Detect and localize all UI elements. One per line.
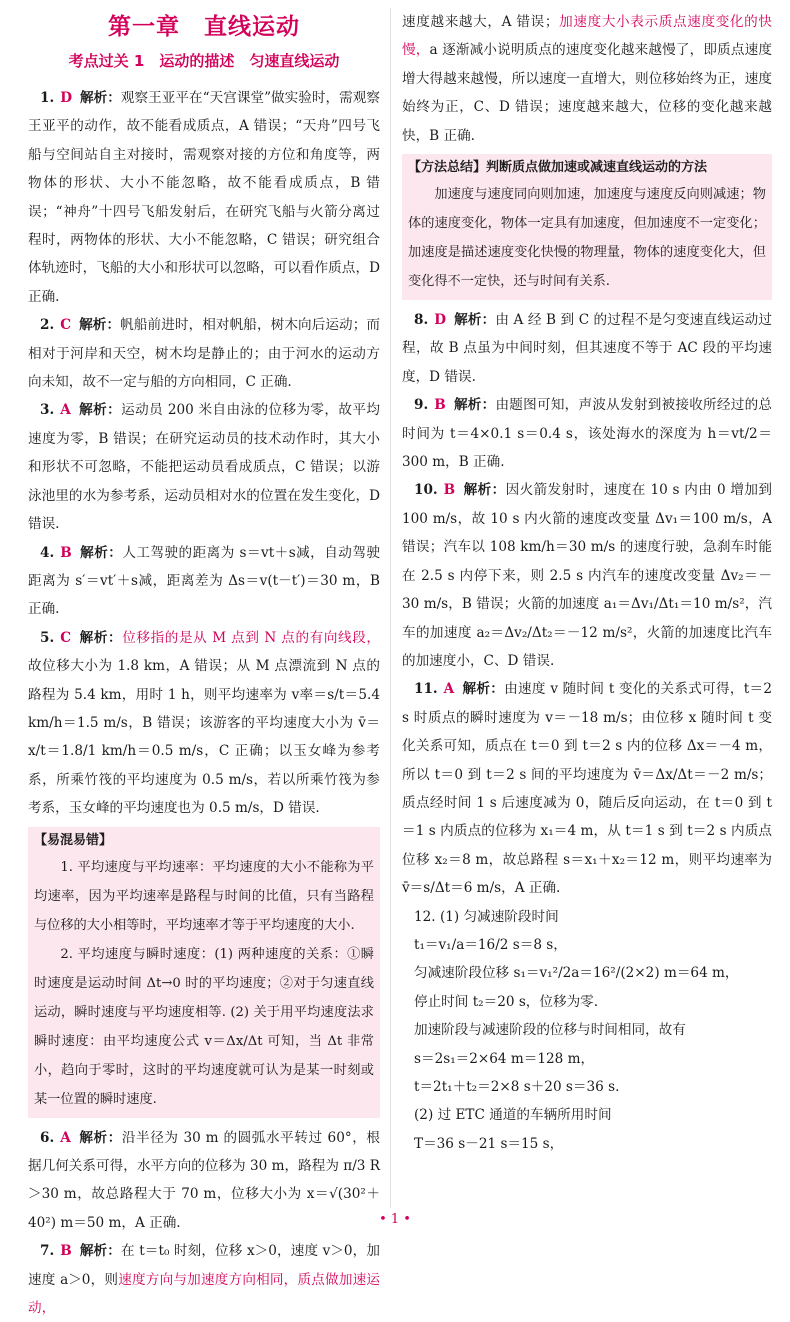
method-box-title: 【方法总结】判断质点做加速或减速直线运动的方法	[408, 160, 708, 176]
column-divider	[390, 8, 391, 1208]
q12-line-3: 匀减速阶段位移 s₁＝v₁²/2a＝16²/(2×2) m＝64 m，	[414, 965, 739, 982]
mistake-box-title: 【易混易错】	[34, 832, 113, 848]
answer-9: 9. B 解析：由题图可知，声波从发射到被接收所经过的总时间为 t＝4×0.1 s＝0.4 s，该处海水的深度为 h＝vt/2＝300 m，B 正确.	[402, 397, 773, 471]
answer-2: 2. C 解析：帆船前进时，相对帆船，树木向后运动；而相对于河岸和天空，树木均是静止的；由于河水的运动方向未知，故不一定与船的方向相同，C 正确.	[28, 317, 381, 391]
answer-12	[402, 903, 772, 1159]
right-column	[402, 8, 772, 1158]
q12-line-4: 停止时间 t₂＝20 s，位移为零.	[414, 993, 599, 1010]
mistake-box-paragraph-2: 2. 平均速度与瞬时速度：(1) 两种速度的关系：①瞬时速度是运动时间 Δt→0 时的平均速度；②对于匀速直线运动，瞬时速度与平均速度相等. (2) 关于用平均速度法求瞬时速度：由平均速度公式 v＝Δx/Δt 可知，当 Δt 非常小，趋向于零时，这时的平均速度就可认为是某一时刻或某一位置的瞬时速度.	[34, 946, 374, 1107]
mistake-box	[28, 827, 380, 1118]
method-box-paragraph: 加速度与速度同向则加速，加速度与速度反向则减速；物体的速度变化，物体一定具有加速度，但加速度不一定变化；加速度是描述速度变化快慢的物理量，物体的速度变化大，但变化得不一定快，还与时间有关系.	[408, 187, 766, 290]
q12-line-8: (2) 过 ETC 通道的车辆所用时间	[414, 1107, 612, 1124]
chapter-title: 第一章 直线运动	[108, 14, 300, 40]
q12-line-1: 12. (1) 匀减速阶段时间	[414, 908, 559, 925]
answer-5: 5. C 解析：位移指的是从 M 点到 N 点的有向线段，故位移大小为 1.8 km，A 错误；从 M 点漂流到 N 点的路程为 5.4 km，用时 1 h，则平均速率为 v率＝s/t＝5.4 km/h＝1.5 m/s，B 错误；该游客的平均速度大小为 v̄＝x/t＝1.8/1 km/h＝0.5 m/s，C 正确；以玉女峰为参考系，所乘竹筏的平均速度为 0.5 m/s，若以所乘竹筏为参考系，玉女峰的平均速度也为 0.5 m/s，D 错误.	[28, 629, 380, 817]
answer-4: 4. B 解析：人工驾驶的距离为 s＝vt＋s减，自动驾驶距离为 s′＝vt′＋s减，距离差为 Δs＝v(t－t′)＝30 m，B 正确.	[28, 544, 380, 618]
q12-line-6: s＝2s₁＝2×64 m＝128 m，	[414, 1050, 595, 1067]
answer-1: 1. D 解析：观察王亚平在“天宫课堂”做实验时，需观察王亚平的动作，故不能看成质点，A 错误；“天舟”四号飞船与空间站自主对接时，需观察对接的方位和角度等，两物体的形状、大小不能忽略，故不能看成质点，B 错误；“神舟”十四号飞船发射后，在研究飞船与火箭分离过程时，两物体的形状、大小不能忽略，C 错误；研究组合体轨迹时，飞船的大小和形状可以忽略，可以看作质点，D 正确.	[28, 90, 380, 305]
method-box	[402, 154, 772, 300]
page-number: • 1 •	[379, 1212, 411, 1227]
left-column	[28, 8, 380, 1322]
answer-7: 7. B 解析：在 t＝t₀ 时刻，位移 x＞0，速度 v＞0，加速度 a＞0，则速度方向与加速度方向相同，质点做加速运动，	[28, 1243, 381, 1316]
answer-10: 10. B 解析：因火箭发射时，速度在 10 s 内由 0 增加到 100 m/s，故 10 s 内火箭的速度改变量 Δv₁＝100 m/s，A 错误；汽车以 108 km/h＝30 m/s 的速度行驶，急刹车时能在 2.5 s 内停下来，则 2.5 s 内汽车的速度改变量 Δv₂＝－30 m/s，B 错误；火箭的加速度 a₁＝Δv₁/Δt₁＝10 m/s²，汽车的加速度 a₂＝Δv₂/Δt₂＝－12 m/s²，火箭的加速度比汽车的加速度小，C、D 错误.	[402, 482, 773, 669]
answer-6: 6. A 解析：沿半径为 30 m 的圆弧水平转过 60°，根据几何关系可得，水平方向的位移为 30 m，路程为 π/3 R＞30 m，故总路程大于 70 m，位移大小为 x＝√(30²＋40²) m＝50 m，A 正确.	[28, 1129, 380, 1231]
answer-8: 8. D 解析：由 A 经 B 到 C 的过程不是匀变速直线运动过程，故 B 点虽为中间时刻，但其速度不等于 AC 段的平均速度，D 错误.	[402, 312, 772, 385]
answer-11: 11. A 解析：由速度 v 随时间 t 变化的关系式可得，t＝2 s 时质点的瞬时速度为 v＝－18 m/s；由位移 x 随时间 t 变化关系可知，质点在 t＝0 到 t＝2 s 内的位移 Δx＝－4 m，所以 t＝0 到 t＝2 s 间的平均速度为 v̄＝Δx/Δt＝－2 m/s；质点经时间 1 s 后速度减为 0，随后反向运动，在 t＝0 到 t＝1 s 内质点的位移为 x₁＝4 m，从 t＝1 s 到 t＝2 s 内质点位移 x₂＝8 m，故总路程 s＝x₁＋x₂＝12 m，则平均速率为 v̄＝s/Δt＝6 m/s，A 正确.	[402, 681, 773, 897]
q12-line-2: t₁＝v₁/a＝16/2 s＝8 s，	[414, 936, 567, 953]
q12-line-9: T＝36 s－21 s＝15 s，	[414, 1135, 564, 1152]
q12-line-7: t＝2t₁＋t₂＝2×8 s＋20 s＝36 s.	[414, 1079, 620, 1095]
section-title: 考点过关 1 运动的描述 匀速直线运动	[68, 52, 340, 70]
answer-7-continued: 速度越来越大，A 错误；加速度大小表示质点速度变化的快慢，a 逐渐减小说明质点的速度变化越来越慢了，即质点速度增大得越来越慢，所以速度一直增大，则位移始终为正，速度始终为正，C、D 错误；速度越来越大，位移的变化越来越快，B 正确.	[402, 14, 772, 144]
answer-3: 3. A 解析：运动员 200 米自由泳的位移为零，故平均速度为零，B 错误；在研究运动员的技术动作时，其大小和形状不可忽略，不能把运动员看成质点，C 错误；以游泳池里的水为参考系，运动员相对水的位置在发生变化，D 错误.	[28, 402, 380, 533]
q12-line-5: 加速阶段与减速阶段的位移与时间相同，故有	[414, 1022, 686, 1039]
mistake-box-paragraph-1: 1. 平均速度与平均速率：平均速度的大小不能称为平均速率，因为平均速率是路程与时间的比值，只有当路程与位移的大小相等时，平均速率才等于平均速度的大小.	[34, 859, 374, 933]
